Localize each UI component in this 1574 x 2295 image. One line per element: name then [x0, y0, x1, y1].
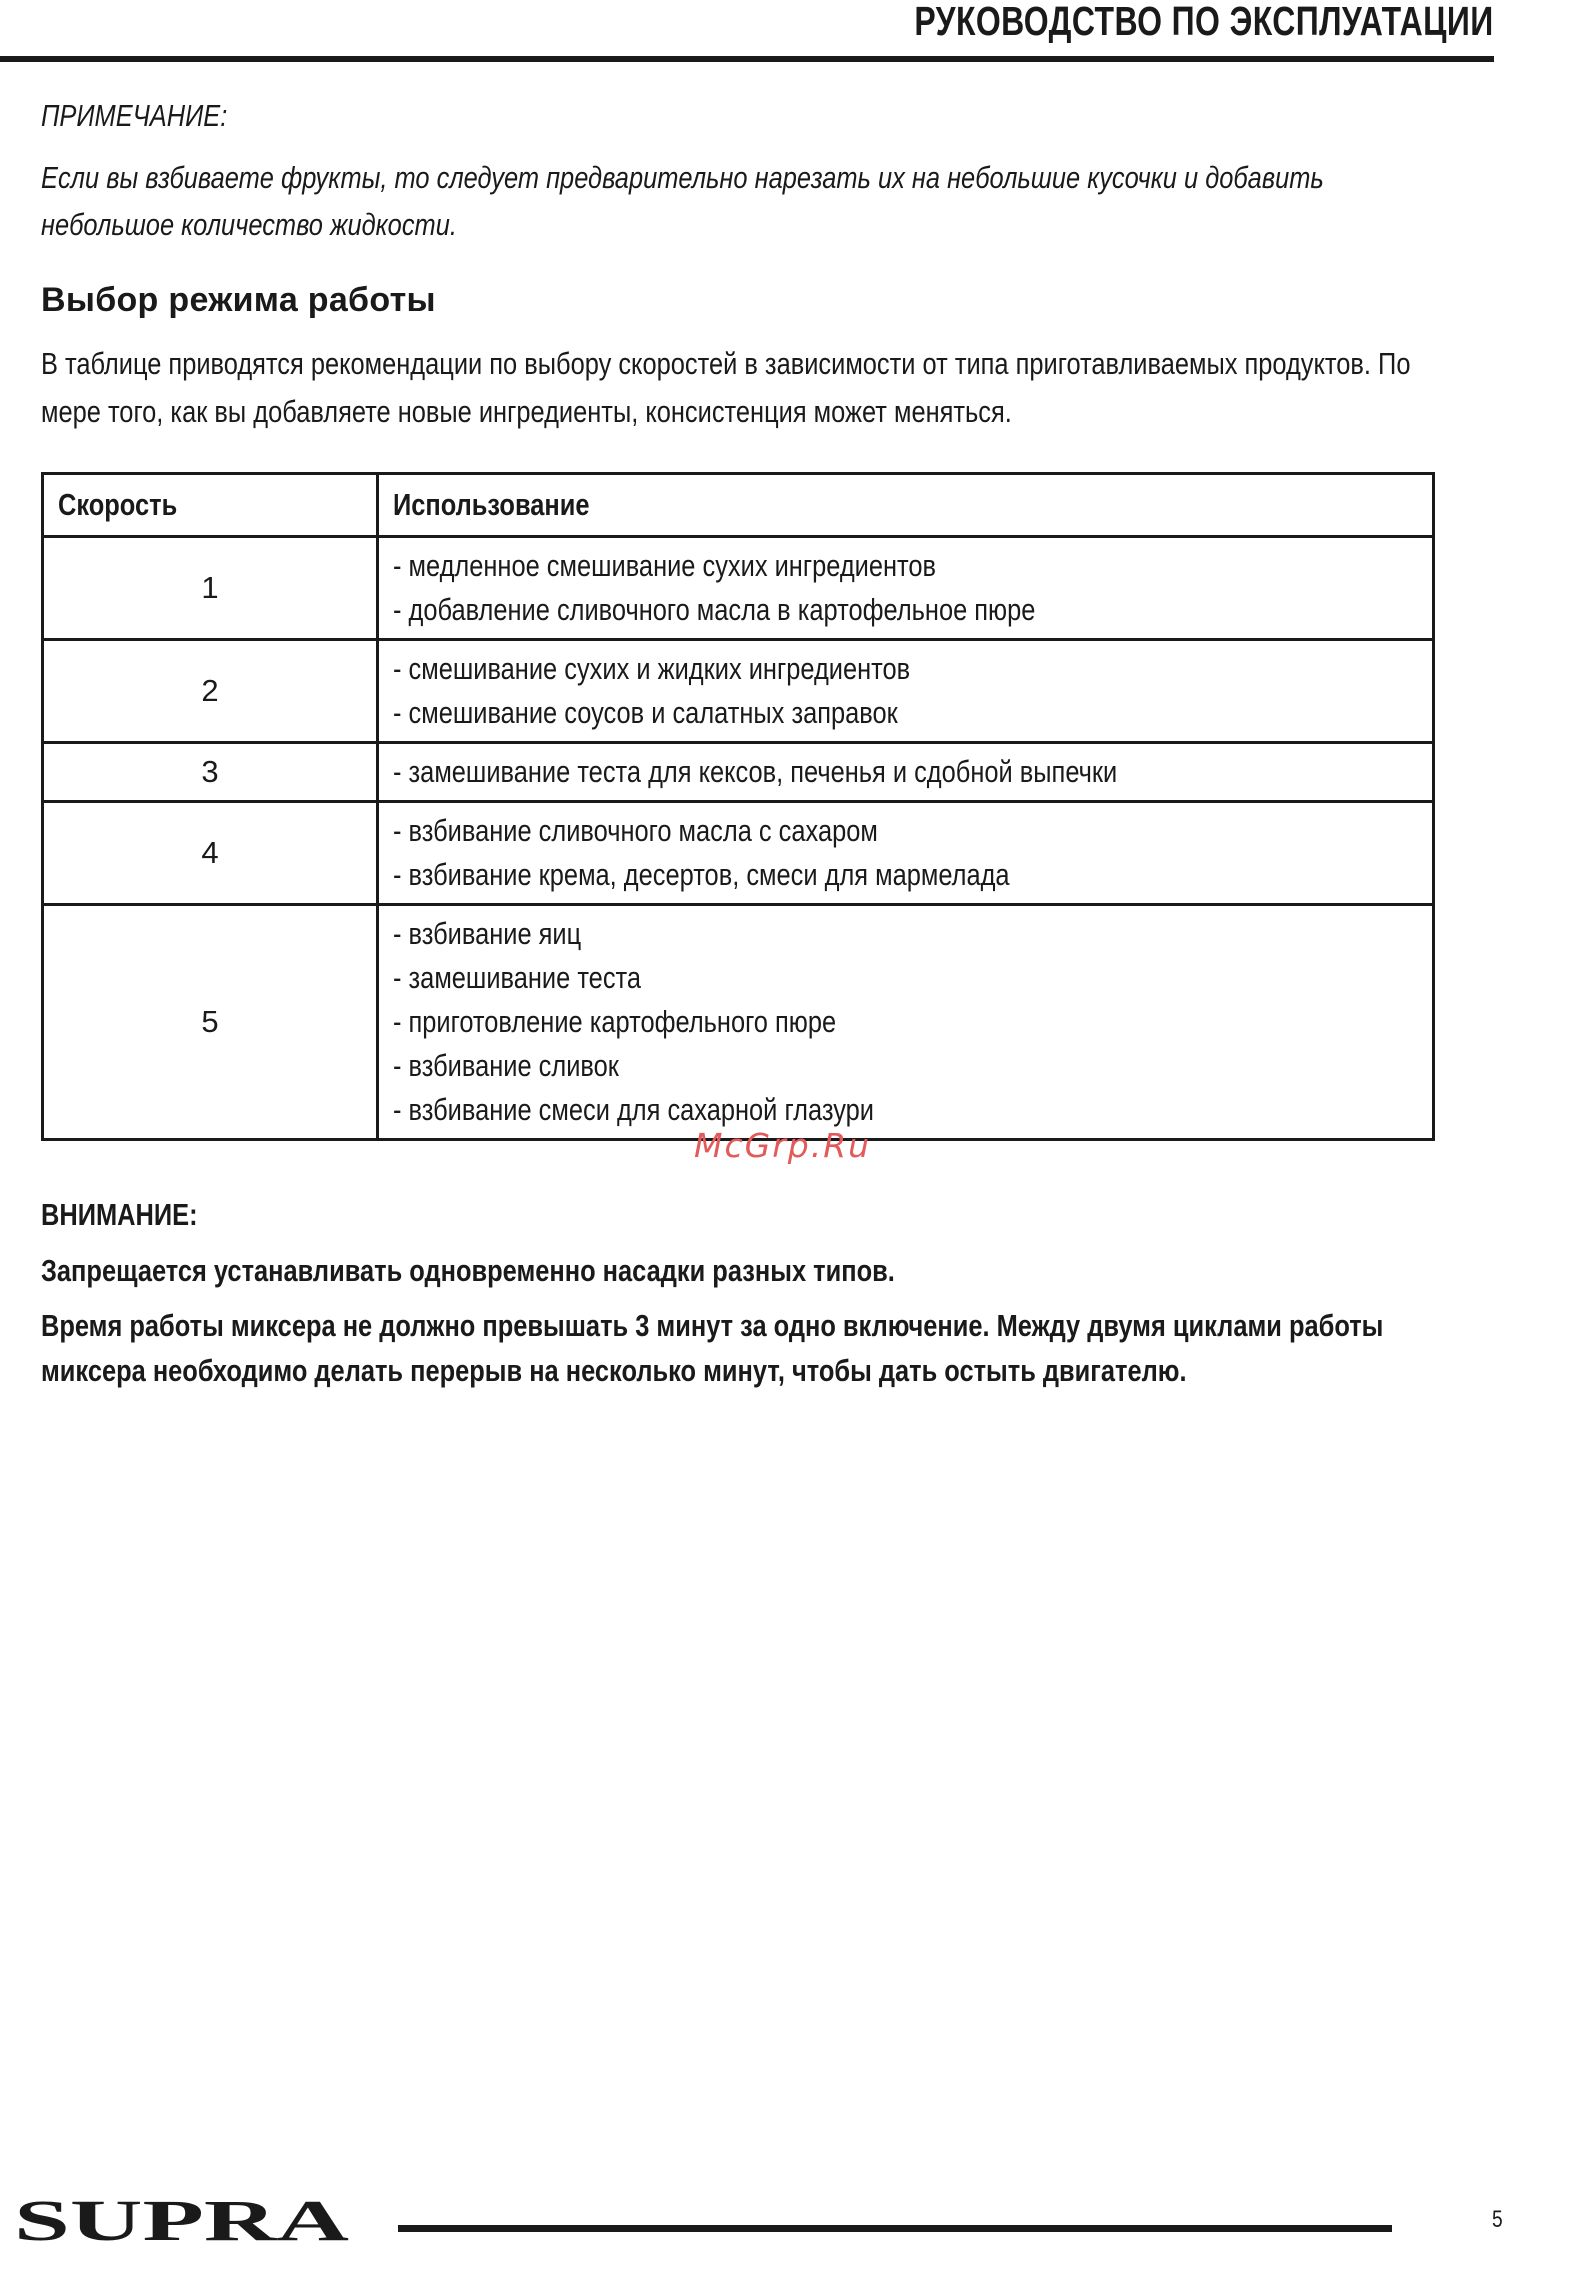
speed-value: 5: [43, 905, 378, 1140]
usage-item-text: - медленное смешивание сухих ингредиентов: [393, 548, 937, 583]
speed-value: 3: [43, 743, 378, 802]
usage-item: [393, 1088, 1432, 1132]
table-header-row: [43, 474, 1434, 537]
page-content: [41, 96, 1446, 1393]
usage-cell: [378, 537, 1434, 640]
note-text: [41, 154, 1446, 248]
section-intro: [41, 340, 1446, 436]
attention-label-text: ВНИМАНИЕ:: [41, 1197, 198, 1232]
usage-item-text: - смешивание сухих и жидких ингредиентов: [393, 651, 911, 686]
usage-item: [393, 691, 1432, 735]
note-text-body: Если вы взбиваете фрукты, то следует предварительно нарезать их на небольшие кусочки и добавить небольшое количество жидкости.: [41, 160, 1324, 242]
table-header-speed: [43, 474, 378, 537]
usage-item: [393, 544, 1432, 588]
table-row: [43, 905, 1434, 1140]
usage-item: [393, 912, 1432, 956]
section-intro-body: В таблице приводятся рекомендации по выбору скоростей в зависимости от типа приготавливаемых продуктов. По мере того, как вы добавляете новые ингредиенты, консистенция может меняться.: [41, 346, 1411, 429]
watermark: McGrp.Ru: [694, 1126, 872, 1165]
speed-value: 1: [43, 537, 378, 640]
attention-line-1-text: Запрещается устанавливать одновременно насадки разных типов.: [41, 1253, 895, 1288]
table-row: [43, 802, 1434, 905]
section-title: Выбор режима работы: [41, 281, 436, 319]
usage-item-text: - взбивание крема, десертов, смеси для мармелада: [393, 857, 1010, 892]
usage-item-text: - добавление сливочного масла в картофельное пюре: [393, 592, 1036, 627]
attention-line-1: [41, 1249, 1446, 1293]
usage-item-text: - взбивание смеси для сахарной глазури: [393, 1092, 874, 1127]
table-row: [43, 537, 1434, 640]
usage-item: [393, 588, 1432, 632]
usage-item-text: - взбивание яиц: [393, 916, 582, 951]
usage-item: [393, 1000, 1432, 1044]
table-header-speed-label: Скорость: [58, 487, 178, 522]
speed-table: [41, 472, 1435, 1141]
supra-logo-text: SUPRA: [14, 2190, 350, 2250]
usage-item-text: - взбивание сливочного масла с сахаром: [393, 813, 878, 848]
attention-block: [41, 1193, 1446, 1393]
usage-item-text: - приготовление картофельного пюре: [393, 1004, 837, 1039]
speed-value: 4: [43, 802, 378, 905]
usage-cell: [378, 640, 1434, 743]
supra-logo: [14, 2190, 354, 2250]
usage-item: [393, 647, 1432, 691]
usage-item: [393, 956, 1432, 1000]
usage-item-text: - замешивание теста: [393, 960, 642, 995]
table-header-usage: [378, 474, 1434, 537]
usage-cell: [378, 802, 1434, 905]
usage-item-text: - замешивание теста для кексов, печенья и сдобной выпечки: [393, 754, 1118, 789]
page-number: 5: [1492, 2206, 1503, 2233]
table-row: [43, 640, 1434, 743]
table-header-usage-label: Использование: [393, 487, 590, 522]
attention-line-2: [41, 1303, 1446, 1393]
page-header-title: РУКОВОДСТВО ПО ЭКСПЛУАТАЦИИ: [914, 0, 1494, 44]
usage-item: [393, 809, 1432, 853]
usage-item-text: - смешивание соусов и салатных заправок: [393, 695, 898, 730]
usage-cell: [378, 905, 1434, 1140]
usage-cell: [378, 743, 1434, 802]
header-rule: [0, 56, 1494, 62]
usage-item: [393, 1044, 1432, 1088]
usage-item-text: - взбивание сливок: [393, 1048, 619, 1083]
table-row: [43, 743, 1434, 802]
note-label: [41, 96, 1446, 136]
footer-rule: [398, 2225, 1392, 2232]
speed-value: 2: [43, 640, 378, 743]
attention-line-2-text: Время работы миксера не должно превышать 3 минут за одно включение. Между двумя циклами работы миксера необходимо делать перерыв на несколько минут, чтобы дать остыть двигателю.: [41, 1308, 1384, 1388]
usage-item: [393, 853, 1432, 897]
usage-item: [393, 750, 1432, 794]
note-label-text: ПРИМЕЧАНИЕ:: [41, 98, 228, 133]
attention-label: [41, 1193, 1446, 1237]
